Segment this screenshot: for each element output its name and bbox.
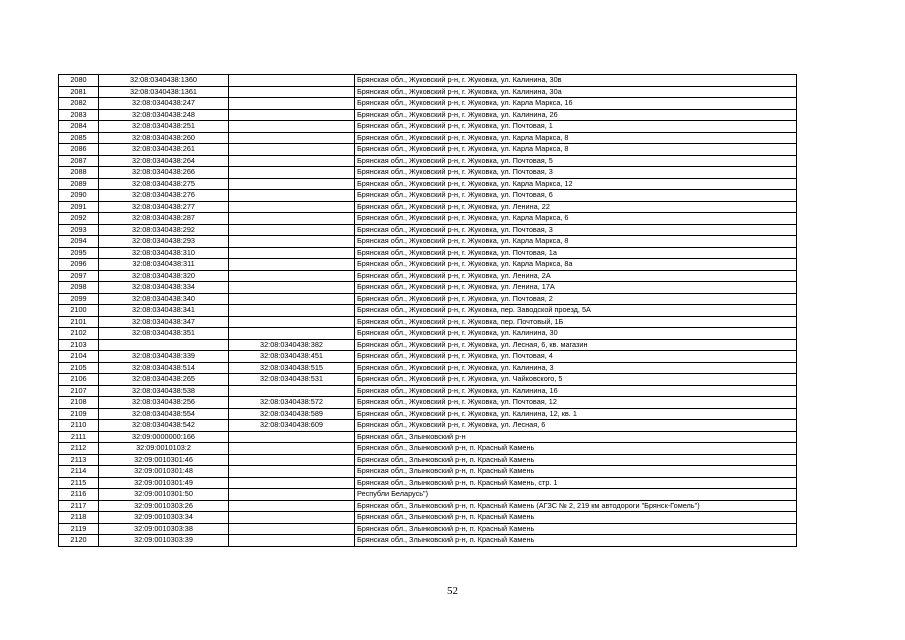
address-cell: Брянская обл., Жуковский р-н, г. Жуковка, ул. Калинина, 16 (355, 385, 797, 397)
table-row (59, 477, 797, 489)
table-row (59, 86, 797, 98)
additional-cadastral-number-cell (229, 236, 355, 248)
cadastral-number-cell: 32:08:0340438:339 (99, 351, 229, 363)
table-row (59, 328, 797, 340)
additional-cadastral-number-cell (229, 500, 355, 512)
address-cell: Брянская обл., Жуковский р-н, г. Жуковка, ул. Карла Маркса, 8 (355, 144, 797, 156)
additional-cadastral-number-cell (229, 535, 355, 547)
table-row (59, 454, 797, 466)
table-row (59, 408, 797, 420)
additional-cadastral-number-cell (229, 328, 355, 340)
row-number-cell: 2081 (59, 86, 99, 98)
address-cell: Брянская обл., Жуковский р-н, г. Жуковка, ул. Почтовая, 5 (355, 155, 797, 167)
additional-cadastral-number-cell (229, 167, 355, 179)
additional-cadastral-number-cell (229, 190, 355, 202)
row-number-cell: 2104 (59, 351, 99, 363)
additional-cadastral-number-cell: 32:08:0340438:515 (229, 362, 355, 374)
table-row (59, 247, 797, 259)
cadastral-number-cell: 32:08:0340438:340 (99, 293, 229, 305)
additional-cadastral-number-cell (229, 512, 355, 524)
cadastral-number-cell: 32:08:0340438:347 (99, 316, 229, 328)
row-number-cell: 2113 (59, 454, 99, 466)
cadastral-number-cell: 32:09:0010301:46 (99, 454, 229, 466)
additional-cadastral-number-cell (229, 144, 355, 156)
cadastral-number-cell: 32:08:0340438:275 (99, 178, 229, 190)
additional-cadastral-number-cell (229, 454, 355, 466)
address-cell: Брянская обл., Жуковский р-н, г. Жуковка, ул. Карла Маркса, 8 (355, 132, 797, 144)
additional-cadastral-number-cell (229, 121, 355, 133)
table-row (59, 155, 797, 167)
row-number-cell: 2089 (59, 178, 99, 190)
row-number-cell: 2111 (59, 431, 99, 443)
additional-cadastral-number-cell: 32:08:0340438:382 (229, 339, 355, 351)
address-cell: Брянская обл., Жуковский р-н, г. Жуковка, ул. Карла Маркса, 8а (355, 259, 797, 271)
address-cell: Брянская обл., Злынковский р-н (355, 431, 797, 443)
additional-cadastral-number-cell: 32:08:0340438:572 (229, 397, 355, 409)
table-row (59, 420, 797, 432)
address-cell: Брянская обл., Жуковский р-н, г. Жуковка, ул. Калинина, 12, кв. 1 (355, 408, 797, 420)
row-number-cell: 2103 (59, 339, 99, 351)
row-number-cell: 2108 (59, 397, 99, 409)
additional-cadastral-number-cell: 32:08:0340438:589 (229, 408, 355, 420)
additional-cadastral-number-cell (229, 155, 355, 167)
table-row (59, 75, 797, 87)
additional-cadastral-number-cell (229, 224, 355, 236)
additional-cadastral-number-cell (229, 213, 355, 225)
cadastral-number-cell: 32:08:0340438:251 (99, 121, 229, 133)
address-cell: Брянская обл., Жуковский р-н, г. Жуковка, ул. Лесная, 6, кв. магазин (355, 339, 797, 351)
additional-cadastral-number-cell (229, 98, 355, 110)
additional-cadastral-number-cell (229, 109, 355, 121)
table-row (59, 236, 797, 248)
table-row (59, 466, 797, 478)
row-number-cell: 2102 (59, 328, 99, 340)
additional-cadastral-number-cell (229, 270, 355, 282)
cadastral-number-cell: 32:08:0340438:311 (99, 259, 229, 271)
address-cell: Брянская обл., Жуковский р-н, г. Жуковка, ул. Почтовая, 1а (355, 247, 797, 259)
table-row (59, 144, 797, 156)
table-row (59, 523, 797, 535)
row-number-cell: 2112 (59, 443, 99, 455)
additional-cadastral-number-cell: 32:08:0340438:531 (229, 374, 355, 386)
address-cell: Брянская обл., Жуковский р-н, г. Жуковка, ул. Почтовая, 6 (355, 190, 797, 202)
address-cell: Брянская обл., Злынковский р-н, п. Красный Камень (355, 523, 797, 535)
cadastral-number-cell: 32:09:0010301:48 (99, 466, 229, 478)
address-cell: Брянская обл., Злынковский р-н, п. Красный Камень (355, 454, 797, 466)
row-number-cell: 2085 (59, 132, 99, 144)
cadastral-number-cell: 32:09:0010301:49 (99, 477, 229, 489)
table-row (59, 351, 797, 363)
address-cell: Брянская обл., Жуковский р-н, г. Жуковка, ул. Калинина, 30а (355, 86, 797, 98)
row-number-cell: 2110 (59, 420, 99, 432)
cadastral-number-cell: 32:08:0340438:276 (99, 190, 229, 202)
table-row (59, 167, 797, 179)
additional-cadastral-number-cell (229, 132, 355, 144)
table-row (59, 305, 797, 317)
table-row (59, 121, 797, 133)
address-cell: Брянская обл., Жуковский р-н, г. Жуковка, ул. Калинина, 26 (355, 109, 797, 121)
row-number-cell: 2097 (59, 270, 99, 282)
table-row (59, 397, 797, 409)
address-cell: Брянская обл., Жуковский р-н, г. Жуковка, ул. Калинина, 30в (355, 75, 797, 87)
row-number-cell: 2087 (59, 155, 99, 167)
row-number-cell: 2118 (59, 512, 99, 524)
address-cell: Брянская обл., Злынковский р-н, п. Красный Камень (355, 443, 797, 455)
additional-cadastral-number-cell (229, 477, 355, 489)
row-number-cell: 2088 (59, 167, 99, 179)
cadastral-number-cell: 32:08:0340438:320 (99, 270, 229, 282)
row-number-cell: 2083 (59, 109, 99, 121)
additional-cadastral-number-cell (229, 316, 355, 328)
table-row (59, 201, 797, 213)
cadastral-table (58, 74, 797, 547)
cadastral-number-cell: 32:08:0340438:1361 (99, 86, 229, 98)
cadastral-number-cell: 32:08:0340438:542 (99, 420, 229, 432)
cadastral-number-cell: 32:08:0340438:554 (99, 408, 229, 420)
cadastral-number-cell: 32:08:0340438:265 (99, 374, 229, 386)
row-number-cell: 2096 (59, 259, 99, 271)
row-number-cell: 2107 (59, 385, 99, 397)
address-cell: Брянская обл., Жуковский р-н, г. Жуковка, ул. Почтовая, 2 (355, 293, 797, 305)
table-row (59, 500, 797, 512)
cadastral-number-cell: 32:09:0010303:39 (99, 535, 229, 547)
additional-cadastral-number-cell (229, 523, 355, 535)
row-number-cell: 2105 (59, 362, 99, 374)
additional-cadastral-number-cell (229, 305, 355, 317)
cadastral-number-cell: 32:08:0340438:334 (99, 282, 229, 294)
address-cell: Брянская обл., Жуковский р-н, г. Жуковка, ул. Почтовая, 3 (355, 224, 797, 236)
row-number-cell: 2117 (59, 500, 99, 512)
cadastral-number-cell: 32:08:0340438:514 (99, 362, 229, 374)
address-cell: Брянская обл., Злынковский р-н, п. Красный Камень (355, 466, 797, 478)
cadastral-number-cell: 32:08:0340438:261 (99, 144, 229, 156)
table-row (59, 443, 797, 455)
address-cell: Брянская обл., Злынковский р-н, п. Красный Камень (АГЗС № 2, 219 км автодороги "Брянск-Гомель") (355, 500, 797, 512)
address-cell: Республи Беларусь") (355, 489, 797, 501)
row-number-cell: 2099 (59, 293, 99, 305)
table-row (59, 431, 797, 443)
additional-cadastral-number-cell (229, 75, 355, 87)
additional-cadastral-number-cell (229, 293, 355, 305)
table-row (59, 362, 797, 374)
address-cell: Брянская обл., Жуковский р-н, г. Жуковка, ул. Почтовая, 1 (355, 121, 797, 133)
cadastral-number-cell: 32:09:0000000:166 (99, 431, 229, 443)
cadastral-number-cell: 32:09:0010303:38 (99, 523, 229, 535)
table-row (59, 259, 797, 271)
additional-cadastral-number-cell (229, 385, 355, 397)
additional-cadastral-number-cell (229, 247, 355, 259)
row-number-cell: 2094 (59, 236, 99, 248)
address-cell: Брянская обл., Жуковский р-н, г. Жуковка, ул. Калинина, 3 (355, 362, 797, 374)
cadastral-number-cell: 32:08:0340438:287 (99, 213, 229, 225)
row-number-cell: 2090 (59, 190, 99, 202)
page-number: 52 (447, 585, 458, 597)
additional-cadastral-number-cell: 32:08:0340438:451 (229, 351, 355, 363)
address-cell: Брянская обл., Злынковский р-н, п. Красный Камень (355, 535, 797, 547)
address-cell: Брянская обл., Жуковский р-н, г. Жуковка, ул. Почтовая, 4 (355, 351, 797, 363)
row-number-cell: 2095 (59, 247, 99, 259)
row-number-cell: 2119 (59, 523, 99, 535)
cadastral-number-cell: 32:08:0340438:351 (99, 328, 229, 340)
row-number-cell: 2106 (59, 374, 99, 386)
row-number-cell: 2082 (59, 98, 99, 110)
row-number-cell: 2086 (59, 144, 99, 156)
table-row (59, 270, 797, 282)
table-row (59, 339, 797, 351)
cadastral-number-cell: 32:08:0340438:264 (99, 155, 229, 167)
cadastral-number-cell: 32:08:0340438:266 (99, 167, 229, 179)
address-cell: Брянская обл., Жуковский р-н, г. Жуковка, ул. Лесная, 6 (355, 420, 797, 432)
address-cell: Брянская обл., Жуковский р-н, г. Жуковка, ул. Карла Маркса, 12 (355, 178, 797, 190)
additional-cadastral-number-cell (229, 282, 355, 294)
table-row (59, 489, 797, 501)
cadastral-number-cell: 32:09:0010303:34 (99, 512, 229, 524)
cadastral-number-cell: 32:09:0010303:26 (99, 500, 229, 512)
cadastral-number-cell: 32:09:0010103:2 (99, 443, 229, 455)
table-row (59, 316, 797, 328)
table-body (59, 75, 797, 547)
address-cell: Брянская обл., Жуковский р-н, г. Жуковка, ул. Ленина, 17А (355, 282, 797, 294)
row-number-cell: 2091 (59, 201, 99, 213)
address-cell: Брянская обл., Жуковский р-н, г. Жуковка, ул. Карла Маркса, 6 (355, 213, 797, 225)
additional-cadastral-number-cell (229, 86, 355, 98)
row-number-cell: 2120 (59, 535, 99, 547)
row-number-cell: 2098 (59, 282, 99, 294)
row-number-cell: 2092 (59, 213, 99, 225)
row-number-cell: 2114 (59, 466, 99, 478)
table-row (59, 98, 797, 110)
table-row (59, 178, 797, 190)
cadastral-number-cell: 32:08:0340438:1360 (99, 75, 229, 87)
table-row (59, 190, 797, 202)
address-cell: Брянская обл., Жуковский р-н, г. Жуковка, ул. Почтовая, 3 (355, 167, 797, 179)
cadastral-number-cell (99, 339, 229, 351)
cadastral-number-cell: 32:08:0340438:341 (99, 305, 229, 317)
additional-cadastral-number-cell (229, 489, 355, 501)
additional-cadastral-number-cell (229, 178, 355, 190)
cadastral-number-cell: 32:08:0340438:260 (99, 132, 229, 144)
cadastral-number-cell: 32:08:0340438:256 (99, 397, 229, 409)
table-row (59, 224, 797, 236)
cadastral-number-cell: 32:08:0340438:292 (99, 224, 229, 236)
table-row (59, 282, 797, 294)
additional-cadastral-number-cell (229, 466, 355, 478)
address-cell: Брянская обл., Жуковский р-н, г. Жуковка, ул. Ленина, 2А (355, 270, 797, 282)
address-cell: Брянская обл., Жуковский р-н, г. Жуковка, ул. Чайковского, 5 (355, 374, 797, 386)
row-number-cell: 2101 (59, 316, 99, 328)
address-cell: Брянская обл., Жуковский р-н, г. Жуковка, пер. Почтовый, 1Б (355, 316, 797, 328)
address-cell: Брянская обл., Жуковский р-н, г. Жуковка, ул. Ленина, 22 (355, 201, 797, 213)
table-row (59, 132, 797, 144)
row-number-cell: 2080 (59, 75, 99, 87)
address-cell: Брянская обл., Жуковский р-н, г. Жуковка, ул. Карла Маркса, 8 (355, 236, 797, 248)
table-row (59, 385, 797, 397)
row-number-cell: 2109 (59, 408, 99, 420)
row-number-cell: 2093 (59, 224, 99, 236)
additional-cadastral-number-cell (229, 443, 355, 455)
cadastral-number-cell: 32:09:0010301:50 (99, 489, 229, 501)
additional-cadastral-number-cell: 32:08:0340438:609 (229, 420, 355, 432)
cadastral-number-cell: 32:08:0340438:538 (99, 385, 229, 397)
additional-cadastral-number-cell (229, 431, 355, 443)
table-row (59, 374, 797, 386)
row-number-cell: 2115 (59, 477, 99, 489)
cadastral-number-cell: 32:08:0340438:247 (99, 98, 229, 110)
table-row (59, 213, 797, 225)
address-cell: Брянская обл., Жуковский р-н, г. Жуковка, ул. Почтовая, 12 (355, 397, 797, 409)
cadastral-number-cell: 32:08:0340438:293 (99, 236, 229, 248)
row-number-cell: 2100 (59, 305, 99, 317)
table-row (59, 535, 797, 547)
table-row (59, 293, 797, 305)
address-cell: Брянская обл., Жуковский р-н, г. Жуковка, ул. Калинина, 30 (355, 328, 797, 340)
table-row (59, 512, 797, 524)
row-number-cell: 2084 (59, 121, 99, 133)
additional-cadastral-number-cell (229, 201, 355, 213)
cadastral-number-cell: 32:08:0340438:277 (99, 201, 229, 213)
address-cell: Брянская обл., Злынковский р-н, п. Красный Камень, стр. 1 (355, 477, 797, 489)
cadastral-number-cell: 32:08:0340438:310 (99, 247, 229, 259)
cadastral-number-cell: 32:08:0340438:248 (99, 109, 229, 121)
address-cell: Брянская обл., Жуковский р-н, г. Жуковка, пер. Заводской проезд, 5А (355, 305, 797, 317)
table-row (59, 109, 797, 121)
address-cell: Брянская обл., Злынковский р-н, п. Красный Камень (355, 512, 797, 524)
row-number-cell: 2116 (59, 489, 99, 501)
additional-cadastral-number-cell (229, 259, 355, 271)
address-cell: Брянская обл., Жуковский р-н, г. Жуковка, ул. Карла Маркса, 16 (355, 98, 797, 110)
